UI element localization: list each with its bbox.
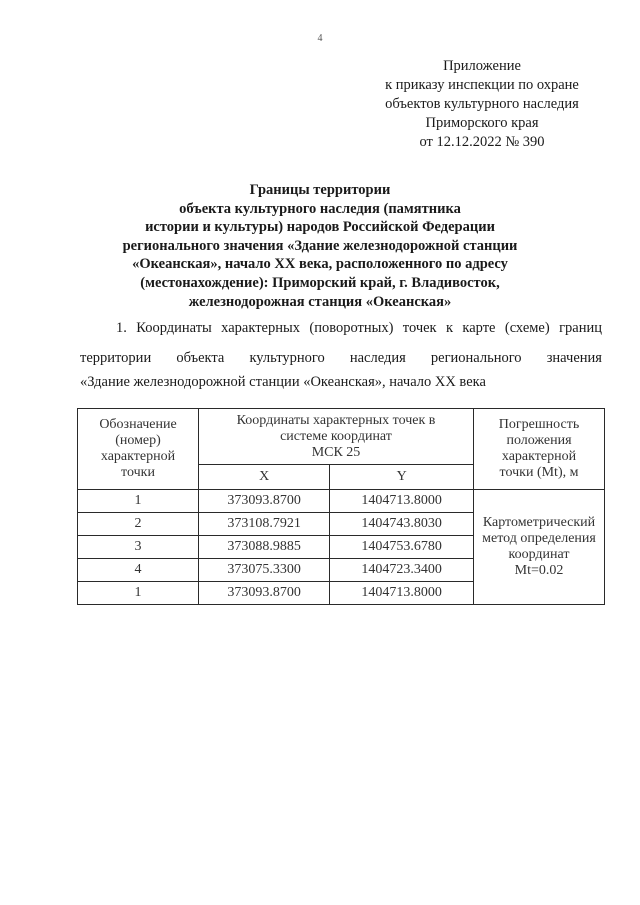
header-coordinates — [199, 409, 474, 465]
header-x: X — [199, 465, 330, 490]
method-line: Картометрический — [482, 515, 596, 530]
header-line: системе координат — [280, 428, 392, 444]
cell-x: 373108.7921 — [199, 513, 330, 536]
cell-number: 3 — [78, 536, 199, 559]
word: регионального — [430, 350, 522, 366]
cell-number: 1 — [78, 582, 199, 605]
header-error — [474, 409, 605, 490]
header-line: Координаты характерных точек в — [236, 412, 436, 428]
title-line: регионального значения «Здание железнодорожной станции — [122, 237, 518, 254]
word: к — [445, 320, 454, 336]
header-y: Y — [330, 465, 474, 490]
appendix-block — [362, 57, 602, 152]
title-line: (местонахождение): Приморский край, г. Владивосток, — [140, 274, 500, 291]
header-line: (номер) — [115, 433, 161, 448]
cell-y: 1404713.8000 — [330, 490, 474, 513]
table-row — [78, 490, 605, 513]
cell-number: 1 — [78, 490, 199, 513]
paragraph-line-3: «Здание железнодорожной станции «Океанская», начало XX века — [80, 374, 486, 390]
word: объекта — [176, 350, 225, 366]
cell-method — [474, 490, 605, 605]
header-line: МСК 25 — [311, 444, 361, 460]
page-number: 4 — [317, 33, 323, 44]
word: карте — [462, 320, 496, 336]
cell-y: 1404723.3400 — [330, 559, 474, 582]
header-line: Погрешность — [498, 417, 580, 432]
header-line: точки — [121, 465, 155, 480]
appendix-line: к приказу инспекции по охране — [385, 77, 579, 93]
paragraph-line-1 — [116, 320, 602, 337]
title-line: объекта культурного наследия (памятника — [179, 200, 461, 217]
word: значения — [546, 350, 602, 366]
header-designation — [78, 409, 199, 490]
word: территории — [80, 350, 152, 366]
appendix-line: от 12.12.2022 № 390 — [419, 134, 545, 150]
word: характерных — [221, 320, 300, 336]
method-line: метод определения — [482, 531, 596, 546]
header-line: характерной — [501, 449, 577, 464]
cell-x: 373088.9885 — [199, 536, 330, 559]
cell-x: 373093.8700 — [199, 582, 330, 605]
word: наследия — [349, 350, 406, 366]
cell-y: 1404753.6780 — [330, 536, 474, 559]
header-line: точки (Mt), м — [499, 465, 579, 480]
appendix-line: объектов культурного наследия — [385, 96, 579, 112]
word: (поворотных) — [309, 320, 394, 336]
appendix-line: Приморского края — [425, 115, 539, 131]
word: 1. — [116, 320, 127, 336]
paragraph-line-2 — [80, 350, 602, 367]
appendix-line: Приложение — [443, 58, 521, 74]
cell-number: 4 — [78, 559, 199, 582]
word: границ — [559, 320, 602, 336]
title-line: Границы территории — [249, 182, 391, 198]
header-line: характерной — [100, 449, 176, 464]
coordinates-table — [77, 408, 605, 605]
document-title — [80, 181, 560, 311]
header-line: Обозначение — [99, 417, 177, 432]
word: культурного — [249, 350, 325, 366]
word: (схеме) — [504, 320, 550, 336]
cell-x: 373093.8700 — [199, 490, 330, 513]
word: Координаты — [136, 320, 212, 336]
method-line: Mt=0.02 — [514, 563, 564, 578]
cell-y: 1404713.8000 — [330, 582, 474, 605]
title-line: «Океанская», начало XX века, расположенного по адресу — [132, 256, 508, 273]
title-line: истории и культуры) народов Российской Федерации — [145, 219, 495, 236]
word: точек — [402, 320, 437, 336]
header-line: положения — [506, 433, 572, 448]
title-line: железнодорожная станция «Океанская» — [188, 293, 452, 310]
cell-number: 2 — [78, 513, 199, 536]
cell-x: 373075.3300 — [199, 559, 330, 582]
method-line: координат — [508, 547, 570, 562]
cell-y: 1404743.8030 — [330, 513, 474, 536]
